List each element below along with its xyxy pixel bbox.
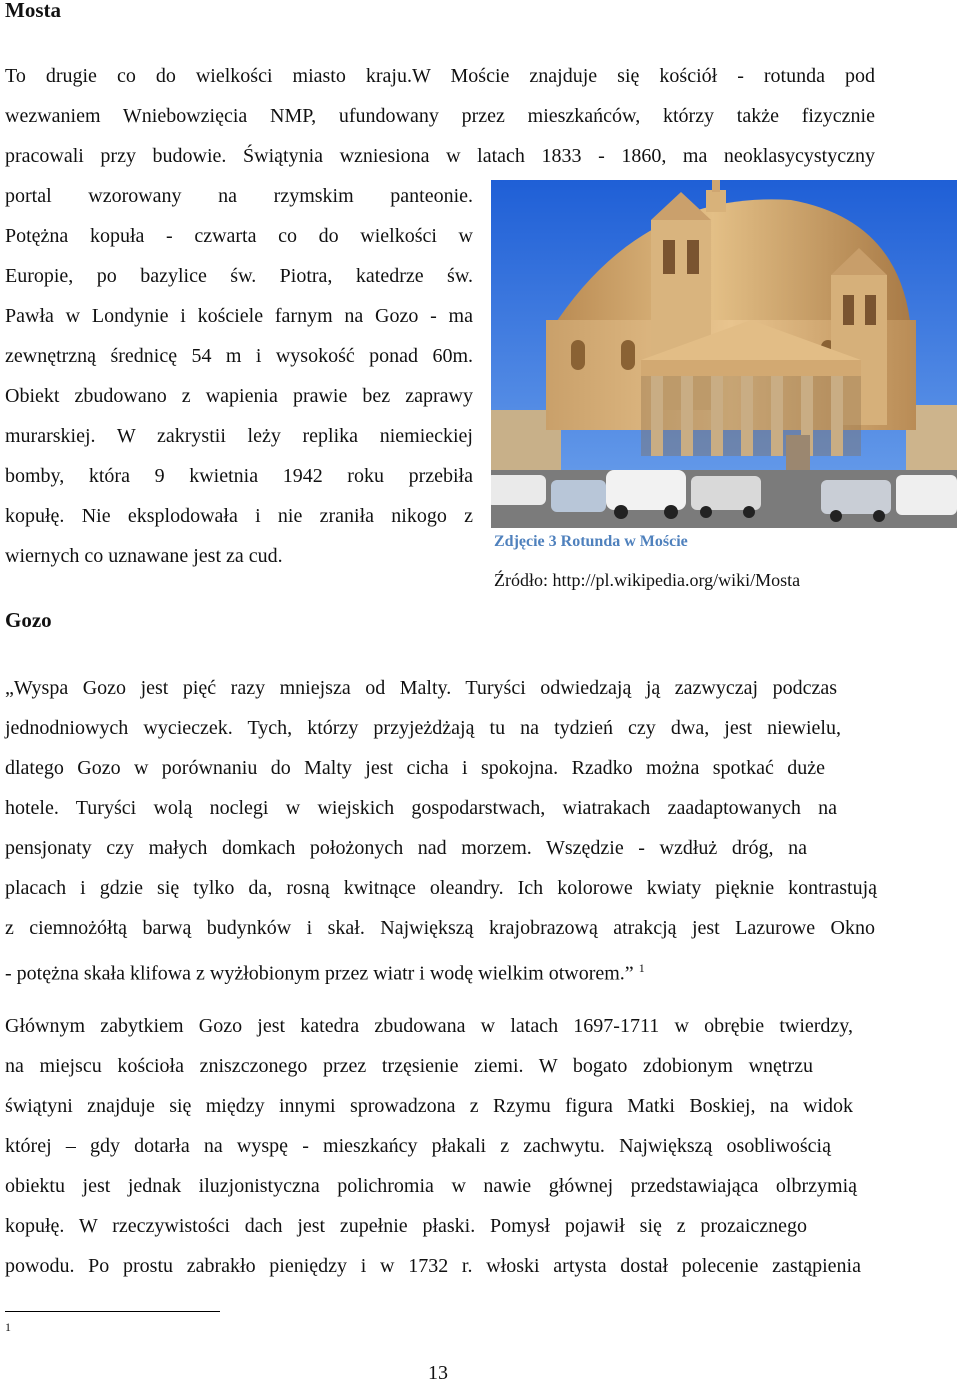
mosta-line-5: Potężna kopuła - czwarta co do wielkości w — [5, 225, 473, 247]
mosta-line-9: Obiekt zbudowano z wapienia prawie bez zaprawy — [5, 385, 473, 407]
footnote-reference[interactable]: 1 — [638, 961, 645, 975]
gozo-para2-line-3: świątyni znajduje się między innymi sprowadzona z Rzymu figura Matki Boskiej, na widok — [5, 1095, 853, 1117]
section-heading-mosta: Mosta — [5, 0, 61, 22]
mosta-line-8: zewnętrzną średnicę 54 m i wysokość ponad 60m. — [5, 345, 473, 367]
gozo-para2-line-1: Głównym zabytkiem Gozo jest katedra zbudowana w latach 1697-1711 w obrębie twierdzy, — [5, 1015, 853, 1037]
mosta-line-4: portal wzorowany na rzymskim panteonie. — [5, 185, 473, 207]
mosta-line-3: pracowali przy budowie. Świątynia wzniesiona w latach 1833 - 1860, ma neoklasycystyczny — [5, 145, 875, 167]
gozo-quote-line-5: pensjonaty czy małych domkach położonych nad morzem. Wszędzie - wzdłuż dróg, na — [5, 837, 807, 859]
mosta-line-2: wezwaniem Wniebowzięcia NMP, ufundowany przez mieszkańców, którzy także fizycznie — [5, 105, 875, 127]
gozo-para2-line-5: obiektu jest jednak iluzjonistyczna polichromia w nawie głównej przedstawiająca olbrzymią — [5, 1175, 857, 1197]
gozo-para2-line-2: na miejscu kościoła zniszczonego przez trzęsienie ziemi. W bogato zdobionym wnętrzu — [5, 1055, 813, 1077]
mosta-line-6: Europie, po bazylice św. Piotra, katedrze św. — [5, 265, 473, 287]
mosta-line-7: Pawła w Londynie i kościele farnym na Gozo - ma — [5, 305, 473, 327]
rotunda-photo — [491, 180, 957, 528]
gozo-para2-line-7: powodu. Po prostu zabrakło pieniędzy i w 1732 r. włoski artysta dostał polecenie zastąpienia — [5, 1255, 861, 1277]
mosta-line-10: murarskiej. W zakrystii leży replika niemieckiej — [5, 425, 473, 447]
mosta-line-11: bomby, która 9 kwietnia 1942 roku przebiła — [5, 465, 473, 487]
gozo-quote-line-8-text: - potężna skała klifowa z wyżłobionym przez wiatr i wodę wielkim otworem.” — [5, 962, 634, 985]
footnote-number: 1 — [5, 1320, 11, 1334]
gozo-quote-line-1: „Wyspa Gozo jest pięć razy mniejsza od Malty. Turyści odwiedzają ją zazwyczaj podczas — [5, 677, 837, 699]
footnote-separator — [5, 1311, 220, 1312]
gozo-quote-line-4: hotele. Turyści wolą noclegi w wiejskich gospodarstwach, wiatrakach zaadaptowanych na — [5, 797, 837, 819]
mosta-line-13: wiernych co uznawane jest za cud. — [5, 545, 283, 567]
section-heading-gozo: Gozo — [5, 608, 52, 632]
figure-caption: Zdjęcie 3 Rotunda w Moście — [494, 533, 688, 550]
gozo-para2-line-4: której – gdy dotarła na wyspę - mieszkańcy płakali z zachwytu. Największą osobliwością — [5, 1135, 831, 1157]
gozo-quote-line-3: dlatego Gozo w porównaniu do Malty jest cicha i spokojna. Rzadko można spotkać duże — [5, 757, 825, 779]
page-number: 13 — [428, 1362, 448, 1384]
mosta-line-12: kopułę. Nie eksplodowała i nie zraniła nikogo z — [5, 505, 473, 527]
gozo-quote-line-7: z ciemnożółtą barwą budynków i skał. Największą krajobrazową atrakcją jest Lazurowe Okno — [5, 917, 875, 939]
figure-source: Źródło: http://pl.wikipedia.org/wiki/Mosta — [494, 570, 801, 590]
gozo-quote-line-8 — [5, 955, 645, 987]
mosta-line-1: To drugie co do wielkości miasto kraju.W Moście znajduje się kościół - rotunda pod — [5, 65, 875, 87]
gozo-para2-line-6: kopułę. W rzeczywistości dach jest zupełnie płaski. Pomysł pojawił się z prozaicznego — [5, 1215, 807, 1237]
gozo-quote-line-2: jednodniowych wycieczek. Tych, którzy przyjeżdżają tu na tydzień czy dwa, jest niewielu, — [5, 717, 841, 739]
gozo-quote-line-6: placach i gdzie się tylko da, rosną kwitnące oleandry. Ich kolorowe kwiaty pięknie kontrastują — [5, 877, 877, 899]
